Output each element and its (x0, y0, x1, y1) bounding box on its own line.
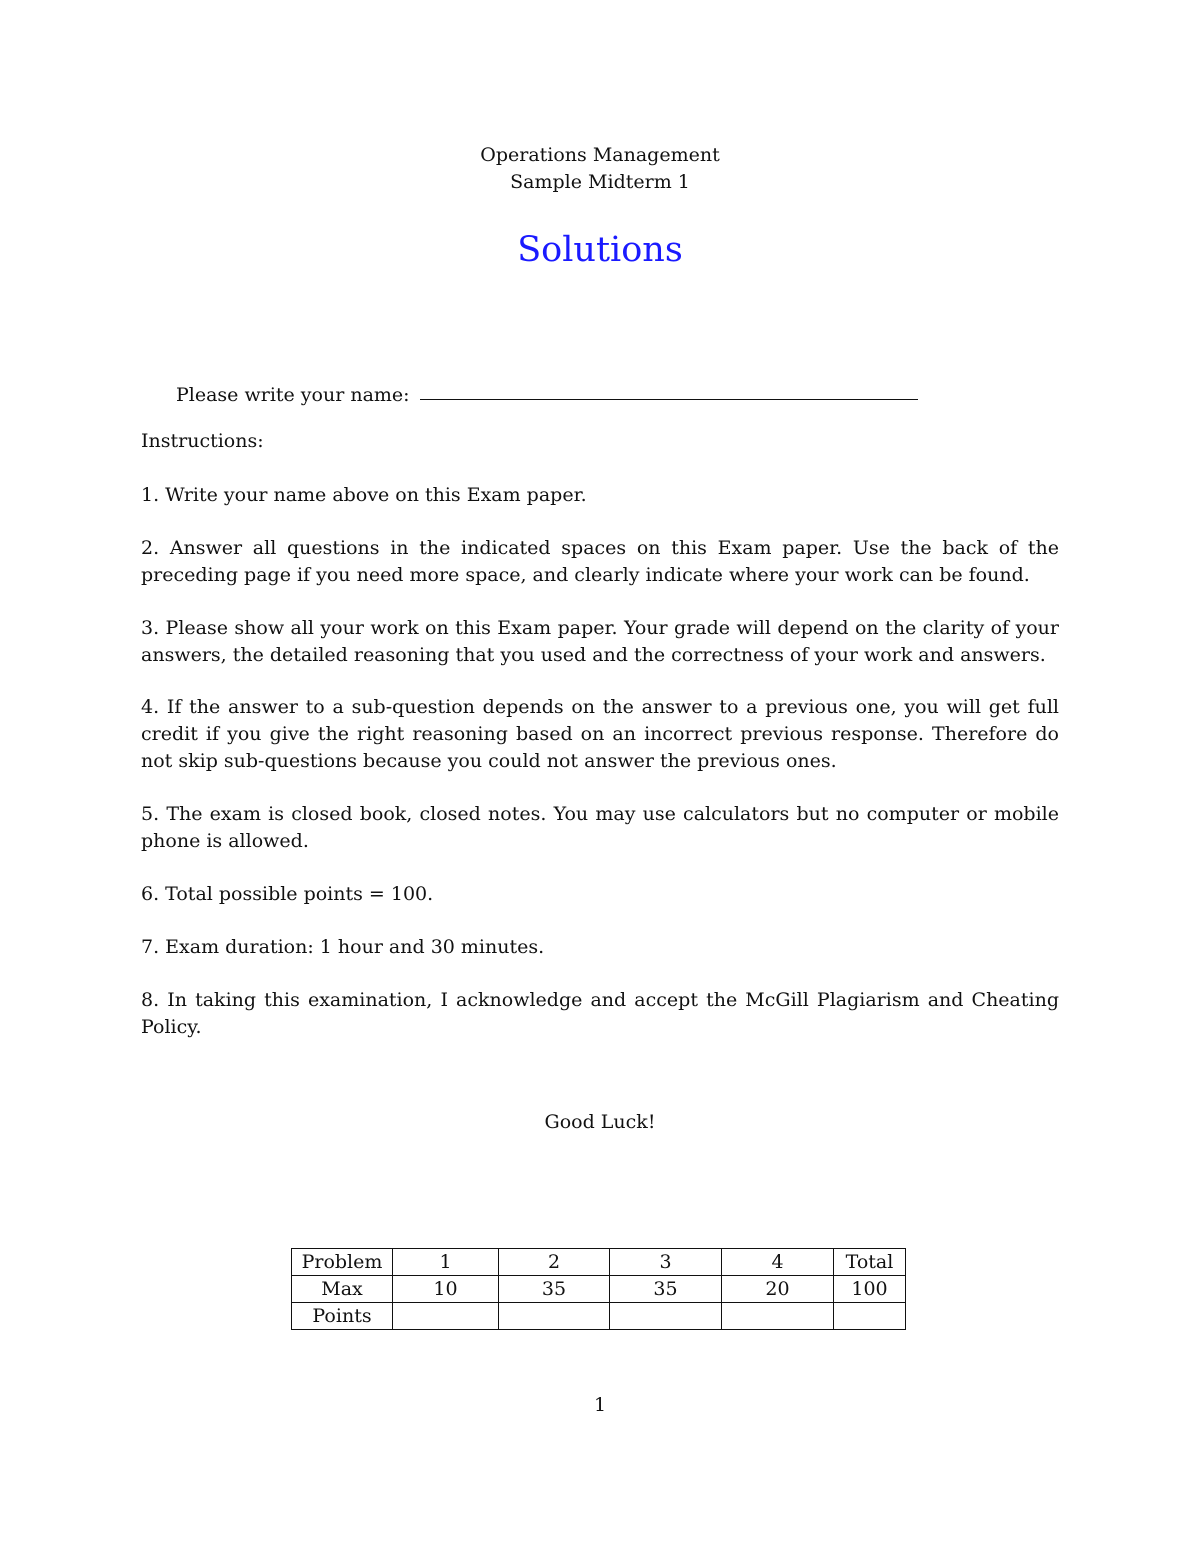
name-row (176, 376, 918, 406)
instructions-heading: Instructions: (141, 430, 264, 452)
solutions-heading: Solutions (517, 230, 683, 270)
table-row (292, 1276, 906, 1303)
instruction-item: 7. Exam duration: 1 hour and 30 minutes. (141, 936, 545, 958)
name-prompt: Please write your name: (176, 384, 410, 406)
table-row (292, 1249, 906, 1276)
table-cell: 20 (722, 1276, 834, 1303)
table-cell: 35 (610, 1276, 722, 1303)
course-title: Operations Management (480, 144, 720, 166)
instruction-item: 4. If the answer to a sub-question depends on the answer to a previous one, you will get full credit if you give the right reasoning based on an incorrect previous response. Therefore do not skip sub-questions because you could not answer the previous ones. (141, 696, 1059, 772)
points-cell[interactable] (610, 1303, 722, 1330)
table-cell: 35 (499, 1276, 610, 1303)
exam-title: Sample Midterm 1 (510, 171, 690, 193)
table-cell: 2 (499, 1249, 610, 1276)
points-cell[interactable] (834, 1303, 906, 1330)
page-number: 1 (593, 1394, 607, 1416)
points-cell[interactable] (393, 1303, 499, 1330)
instruction-item: 1. Write your name above on this Exam paper. (141, 484, 587, 506)
closing-message: Good Luck! (544, 1111, 656, 1133)
instruction-item: 3. Please show all your work on this Exam paper. Your grade will depend on the clarity of your answers, the detailed reasoning that you used and the correctness of your work and answers. (141, 617, 1059, 666)
points-cell[interactable] (499, 1303, 610, 1330)
table-cell: 1 (393, 1249, 499, 1276)
table-row (292, 1303, 906, 1330)
table-cell: 3 (610, 1249, 722, 1276)
name-field[interactable] (420, 381, 918, 400)
points-cell[interactable] (722, 1303, 834, 1330)
table-cell: Max (292, 1276, 393, 1303)
instruction-item: 2. Answer all questions in the indicated spaces on this Exam paper. Use the back of the preceding page if you need more space, and clearly indicate where your work can be found. (141, 537, 1059, 586)
score-table (291, 1248, 906, 1330)
instruction-item: 8. In taking this examination, I acknowledge and accept the McGill Plagiarism and Cheating Policy. (141, 989, 1059, 1038)
table-cell: 4 (722, 1249, 834, 1276)
table-cell: 100 (834, 1276, 906, 1303)
table-cell: Points (292, 1303, 393, 1330)
table-cell: Total (834, 1249, 906, 1276)
table-cell: 10 (393, 1276, 499, 1303)
instruction-item: 5. The exam is closed book, closed notes. You may use calculators but no computer or mobile phone is allowed. (141, 803, 1059, 852)
instruction-item: 6. Total possible points = 100. (141, 883, 434, 905)
table-cell: Problem (292, 1249, 393, 1276)
